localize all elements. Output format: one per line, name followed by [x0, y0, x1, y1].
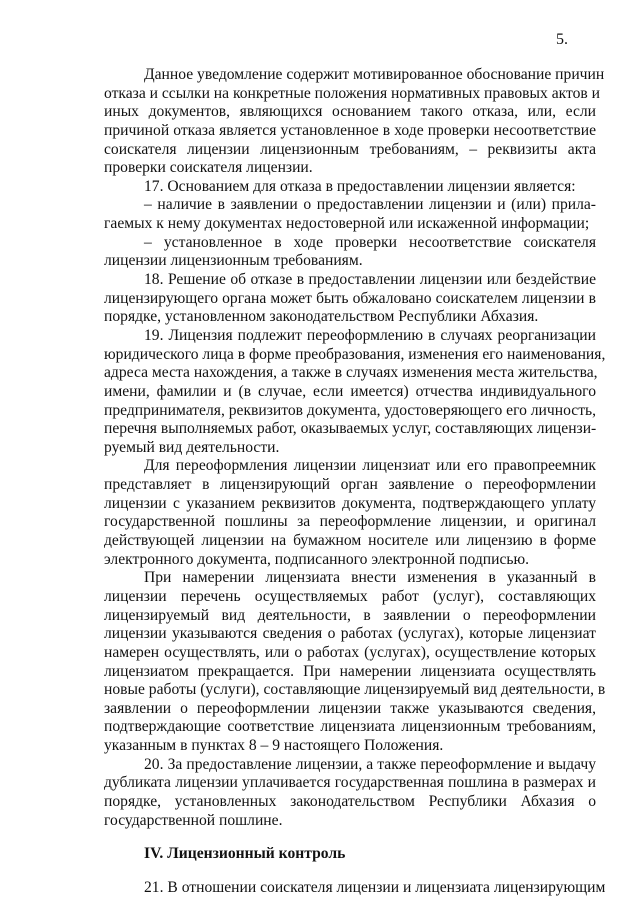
paragraph — [104, 66, 605, 178]
text-line: лицензии перечень осуществляемых работ (услуг), составляющих — [104, 587, 596, 605]
paragraph — [104, 457, 596, 569]
text-line: 17. Основанием для отказа в предоставлении лицензии является: — [144, 177, 576, 195]
text-line: указанным в пунктах 8 – 9 настоящего Положения. — [104, 737, 444, 755]
text-line: 20. За предоставление лицензии, а также переоформление и выдачу — [144, 755, 596, 773]
text-line: При намерении лицензиата внести изменения в указанный в — [144, 569, 596, 587]
text-line: Данное уведомление содержит мотивированное обоснование причин — [144, 66, 605, 83]
text-line: – наличие в заявлении о предоставлении лицензии и (или) прила- — [144, 196, 596, 214]
text-line: порядке, установленном законодательством Республики Абхазия. — [104, 308, 539, 326]
text-line: гаемых к нему документах недостоверной или искаженной информации; — [104, 215, 590, 233]
page-number: 5. — [556, 31, 568, 48]
text-line: дубликата лицензии уплачивается государственная пошлина в размерах и — [104, 774, 596, 792]
paragraph — [104, 569, 606, 755]
text-line: отказа и ссылки на конкретные положения нормативных правовых актов и — [104, 84, 601, 102]
paragraph — [104, 326, 606, 457]
text-line: лицензии с указанием реквизитов документа, подтверждающего уплату — [104, 494, 596, 512]
text-line: новые работы (услуги), составляющие лицензируемый вид деятельности, в — [104, 681, 606, 699]
section-heading: IV. Лицензионный контроль — [144, 845, 346, 863]
text-line: лицензиатом прекращается. При намерении лицензиата осуществлять — [104, 662, 596, 680]
text-line: Для переоформления лицензии лицензиат или его правопреемник — [144, 457, 596, 475]
text-line: 18. Решение об отказе в предоставлении лицензии или бездействие — [144, 271, 596, 289]
text-line: государственной пошлине. — [104, 811, 283, 829]
text-line: 19. Лицензия подлежит переоформлению в случаях реорганизации — [144, 326, 596, 344]
text-line: намерен осуществлять, или о работах (услугах), осуществление которых — [104, 643, 596, 661]
paragraph — [104, 756, 596, 831]
text-line: иных документов, являющихся основанием такого отказа, или, если — [104, 103, 596, 121]
text-line: лицензирующего органа может быть обжаловано соискателем лицензии в — [104, 289, 596, 307]
paragraph — [104, 271, 596, 327]
text-line: проверки соискателя лицензии. — [104, 159, 313, 177]
text-line: причиной отказа является установленное в ходе проверки несоответствие — [104, 121, 596, 139]
text-line: действующей лицензии на бумажном носителе или лицензию в форме — [104, 532, 596, 550]
text-line: подтверждающие соответствие лицензиата лицензионным требованиям, — [104, 718, 596, 736]
text-line: лицензии указываются сведения о работах (услугах), которые лицензиат — [104, 625, 596, 643]
text-line: руемый вид деятельности. — [104, 438, 280, 456]
document-body — [104, 66, 606, 898]
text-line: 21. В отношении соискателя лицензии и лицензиата лицензирующим — [144, 878, 606, 896]
text-line: имени, фамилии и (в случае, если имеется) отчества индивидуального — [104, 382, 596, 400]
paragraph — [104, 878, 606, 898]
paragraph — [104, 196, 596, 233]
text-line: соискателя лицензии лицензионным требованиям, – реквизиты акта — [104, 140, 596, 158]
text-line: юридического лица в форме преобразования, изменения его наименования, — [104, 345, 606, 363]
paragraph — [104, 178, 596, 197]
text-line: – установленное в ходе проверки несоответствие соискателя — [144, 233, 596, 251]
text-line: представляет в лицензирующий орган заявление о переоформлении — [104, 476, 596, 494]
text-line: адреса места нахождения, а также в случаях изменения места жительства, — [104, 364, 598, 382]
text-line: порядке, установленных законодательством Республики Абхазия о — [104, 792, 596, 810]
text-line: электронного документа, подписанного электронной подписью. — [104, 550, 530, 568]
text-line: лицензируемый вид деятельности, в заявлении о переоформлении — [104, 606, 596, 624]
text-line: перечня выполняемых работ, оказываемых услуг, составляющих лицензи- — [104, 420, 597, 438]
text-line: лицензии лицензионным требованиям. — [104, 252, 363, 270]
text-line: заявлении о переоформлении лицензии также указываются сведения, — [104, 699, 596, 717]
text-line: государственной пошлины за переоформление лицензии, и оригинал — [104, 513, 596, 531]
paragraph — [104, 234, 596, 271]
text-line: предпринимателя, реквизитов документа, удостоверяющего его личность, — [104, 401, 597, 419]
